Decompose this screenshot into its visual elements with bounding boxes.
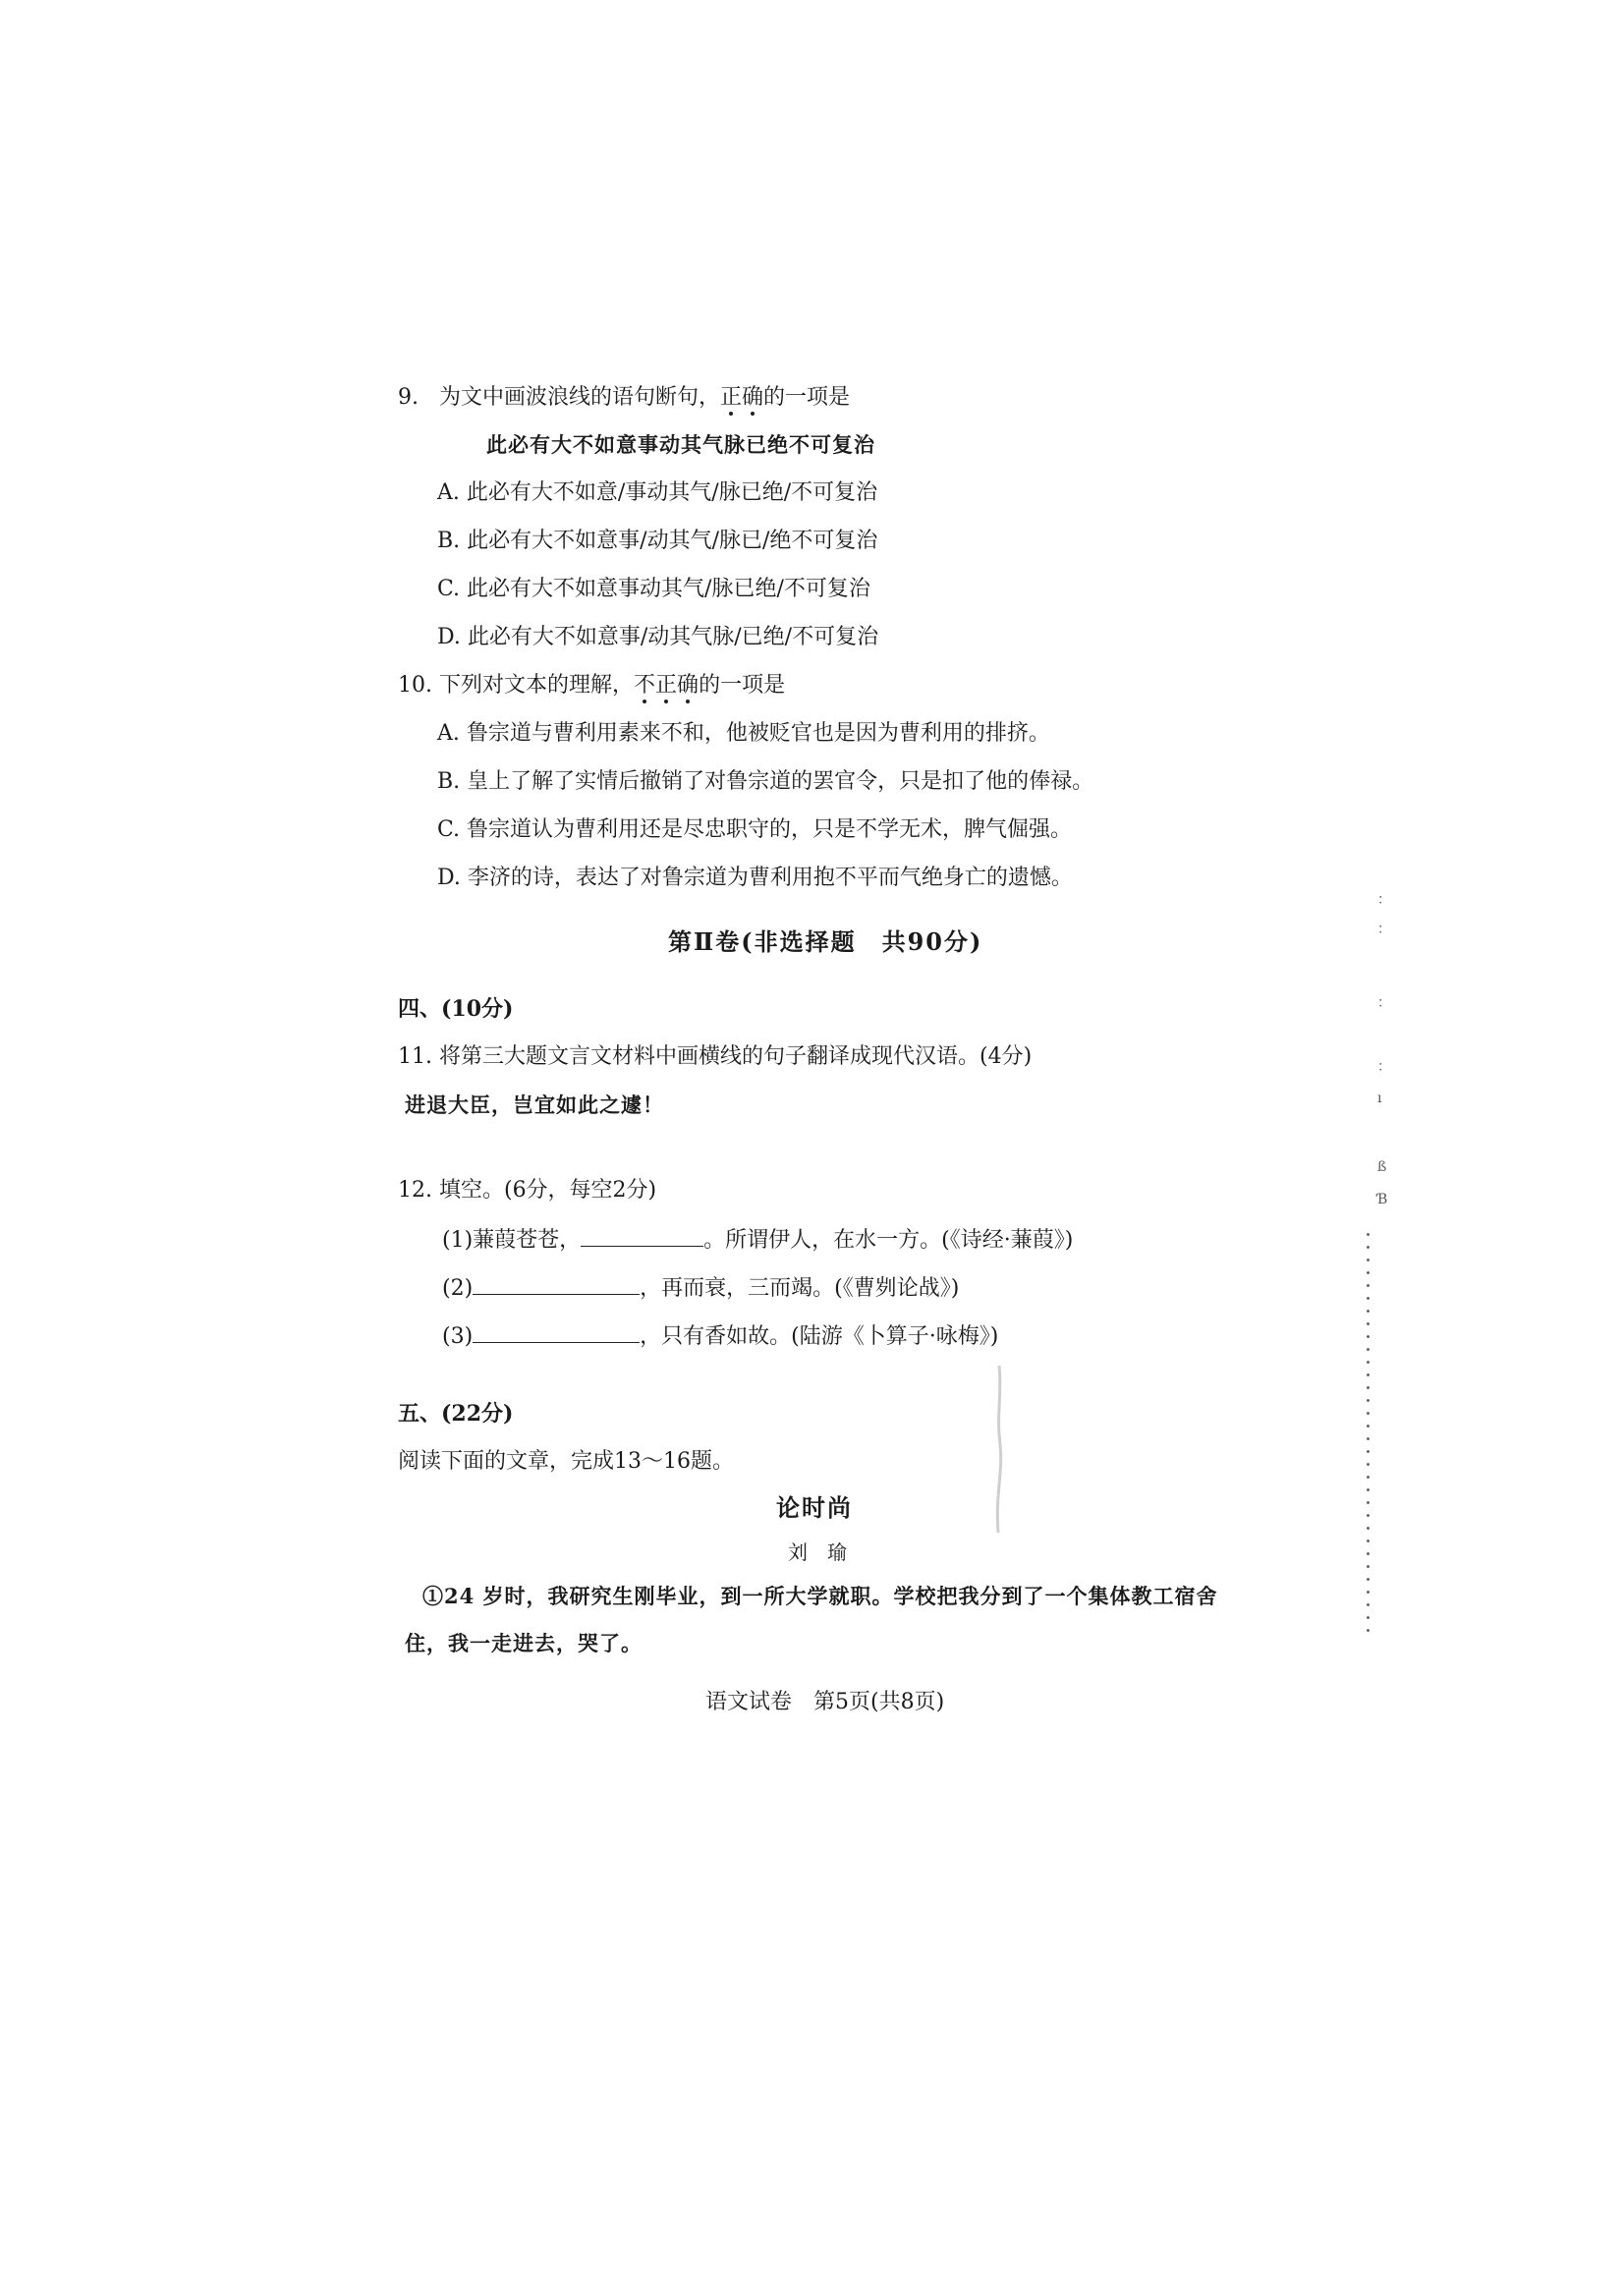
margin-mark: ß <box>1377 1159 1387 1175</box>
margin-mark: ： <box>1377 1059 1391 1075</box>
margin-mark: ı <box>1377 1091 1382 1106</box>
fill-blank-1[interactable] <box>581 1224 703 1247</box>
margin-mark: ： <box>1377 995 1391 1011</box>
part2-title: 第Ⅱ卷(非选择题 共90分) <box>668 927 983 956</box>
q12-fill-1: (1)蒹葭苍苍， 。所谓伊人，在水一方。(《诗经·蒹葭》) <box>442 1224 1073 1256</box>
q9-stem: 9. 为文中画波浪线的语句断句，正确的一项是 <box>398 385 851 410</box>
margin-mark: ： <box>1377 892 1391 908</box>
article-title: 论时尚 <box>776 1493 853 1522</box>
article-author: 刘 瑜 <box>788 1540 847 1564</box>
q12-fill-3: (3) ，只有香如故。(陆游《卜算子·咏梅》) <box>442 1320 998 1352</box>
q10-option-c: C. 鲁宗道认为曹利用还是尽忠职守的，只是不学无术，脾气倔强。 <box>437 817 1073 842</box>
page-footer: 语文试卷 第5页(共8页) <box>705 1690 945 1714</box>
section5-intro: 阅读下面的文章，完成13～16题。 <box>398 1449 734 1474</box>
q11-sentence: 进退大臣，岂宜如此之遽！ <box>405 1092 664 1117</box>
margin-mark: Ɓ <box>1377 1192 1388 1207</box>
q11-stem: 11. 将第三大题文言文材料中画横线的句子翻译成现代汉语。(4分) <box>398 1044 1033 1069</box>
article-para1-line1: ①24 岁时，我研究生刚毕业，到一所大学就职。学校把我分到了一个集体教工宿舍 <box>422 1584 1218 1608</box>
section4-header: 四、(10分) <box>398 996 514 1022</box>
section5-header: 五、(22分) <box>398 1401 514 1427</box>
q9-option-c: C. 此必有大不如意事动其气/脉已绝/不可复治 <box>437 577 870 601</box>
fill-blank-3[interactable] <box>473 1320 640 1343</box>
q9-option-d: D. 此必有大不如意事/动其气脉/已绝/不可复治 <box>437 625 879 649</box>
q12-fill-2: (2) ，再而衰，三而竭。(《曹刿论战》) <box>442 1272 959 1304</box>
article-para1-line2: 住，我一走进去，哭了。 <box>405 1631 643 1655</box>
q9-option-b: B. 此必有大不如意事/动其气/脉已/绝不可复治 <box>437 529 878 553</box>
binding-dotted-line <box>1367 1228 1370 1641</box>
q10-option-d: D. 李济的诗，表达了对鲁宗道为曹利用抱不平而气绝身亡的遗憾。 <box>437 866 1073 890</box>
q10-option-b: B. 皇上了解了实情后撤销了对鲁宗道的罢官令，只是扣了他的俸禄。 <box>437 769 1094 794</box>
scan-smudge <box>992 1366 1006 1533</box>
fill-blank-2[interactable] <box>473 1272 640 1295</box>
q10-option-a: A. 鲁宗道与曹利用素来不和，他被贬官也是因为曹利用的排挤。 <box>437 721 1050 746</box>
margin-mark: ： <box>1377 922 1391 937</box>
q9-sentence: 此必有大不如意事动其气脉已绝不可复治 <box>486 432 875 457</box>
q9-option-a: A. 此必有大不如意/事动其气/脉已绝/不可复治 <box>437 480 878 505</box>
q10-stem: 10. 下列对文本的理解，不正确的一项是 <box>398 673 786 698</box>
q12-stem: 12. 填空。(6分，每空2分) <box>398 1178 657 1203</box>
